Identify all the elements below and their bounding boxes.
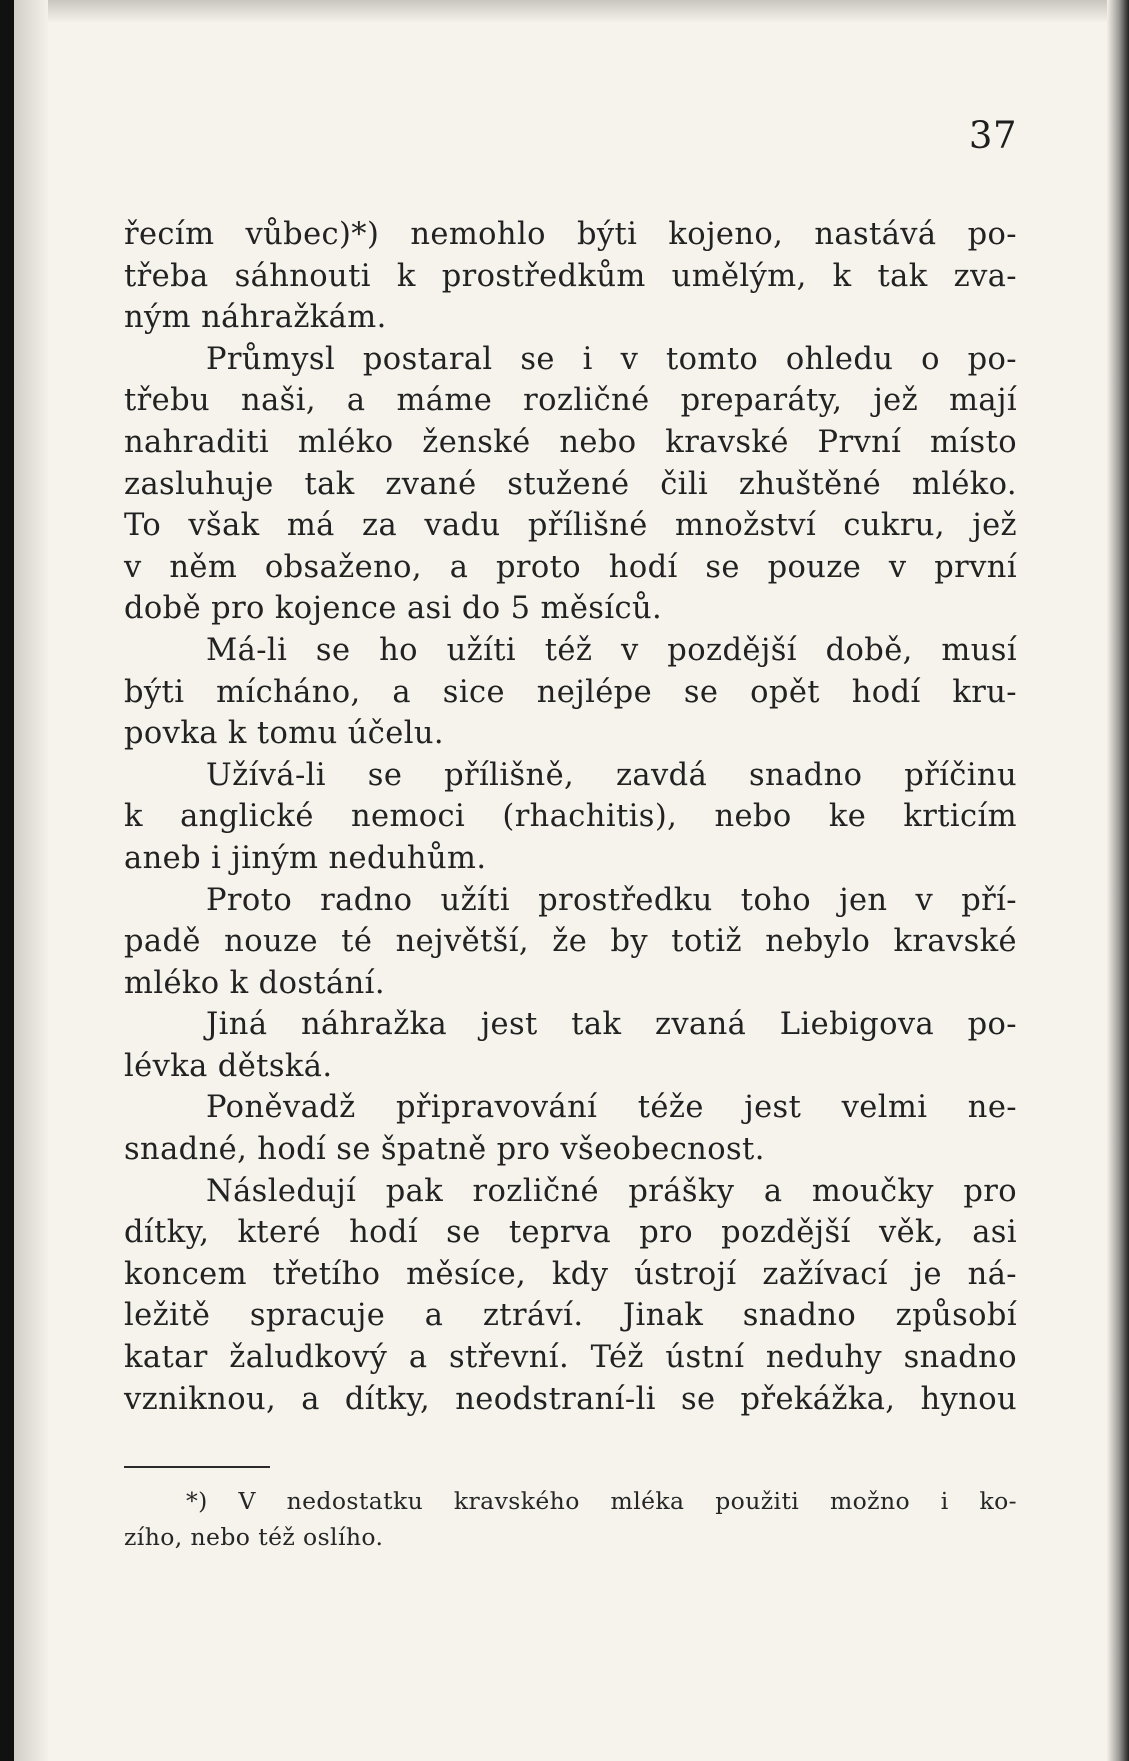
text-line: koncem třetího měsíce, kdy ústrojí zažívací je ná- <box>124 1256 1017 1292</box>
text-line: padě nouze té největší, že by totiž nebylo kravské <box>124 924 1017 960</box>
text-line: býti mícháno, a sice nejlépe se opět hodí kru- <box>124 674 1017 710</box>
page-number: 37 <box>968 114 1017 157</box>
body-text <box>124 214 1017 1420</box>
text-line: Průmysl postaral se i v tomto ohledu o po- <box>206 341 1017 377</box>
text-line: aneb i jiným neduhům. <box>124 840 487 876</box>
footnote-line: *) V nedostatku kravského mléka použiti možno i ko- <box>186 1487 1017 1515</box>
footnote-line: zího, nebo též oslího. <box>124 1523 384 1551</box>
text-line: Užívá-li se přílišně, zavdá snadno příčinu <box>206 757 1017 793</box>
text-line: ležitě spracuje a ztráví. Jinak snadno způsobí <box>124 1298 1017 1334</box>
text-line: nahraditi mléko ženské nebo kravské První místo <box>124 424 1017 460</box>
text-line: povka k tomu účelu. <box>124 716 445 752</box>
text-line: lévka dětská. <box>124 1048 333 1084</box>
text-line: Jiná náhražka jest tak zvaná Liebigova po- <box>206 1007 1017 1043</box>
text-line: Následují pak rozličné prášky a moučky pro <box>206 1173 1017 1209</box>
footnote-divider <box>124 1466 270 1468</box>
text-line: řecím vůbec)*) nemohlo býti kojeno, nastává po- <box>124 217 1017 252</box>
page-right-edge <box>1107 0 1129 1761</box>
text-line: Poněvadž připravování téže jest velmi ne- <box>206 1090 1017 1126</box>
text-line: v něm obsaženo, a proto hodí se pouze v první <box>124 549 1017 585</box>
text-line: Proto radno užíti prostředku toho jen v pří- <box>206 882 1017 918</box>
text-line: zasluhuje tak zvané stužené čili zhuštěné mléko. <box>124 466 1017 502</box>
gutter-shadow <box>14 0 48 1761</box>
binding-edge <box>0 0 14 1761</box>
text-line: Má-li se ho užíti též v pozdější době, musí <box>206 632 1017 668</box>
text-line: To však má za vadu přílišné množství cukru, jež <box>124 508 1017 544</box>
footnote <box>124 1483 1017 1555</box>
page-top-shadow <box>0 0 1129 22</box>
text-line: mléko k dostání. <box>124 965 385 1001</box>
text-line: ným náhražkám. <box>124 300 387 336</box>
text-line: k anglické nemoci (rhachitis), nebo ke krticím <box>124 799 1017 835</box>
text-line: dítky, které hodí se teprva pro pozdější věk, asi <box>124 1215 1017 1251</box>
text-line: vzniknou, a dítky, neodstraní-li se překážka, hynou <box>124 1381 1017 1417</box>
text-line: době pro kojence asi do 5 měsíců. <box>124 591 663 627</box>
text-line: třebu naši, a máme rozličné preparáty, jež mají <box>124 383 1017 419</box>
text-line: třeba sáhnouti k prostředkům umělým, k tak zva- <box>124 258 1017 294</box>
text-line: katar žaludkový a střevní. Též ústní neduhy snadno <box>124 1340 1017 1376</box>
text-line: snadné, hodí se špatně pro všeobecnost. <box>124 1132 765 1168</box>
